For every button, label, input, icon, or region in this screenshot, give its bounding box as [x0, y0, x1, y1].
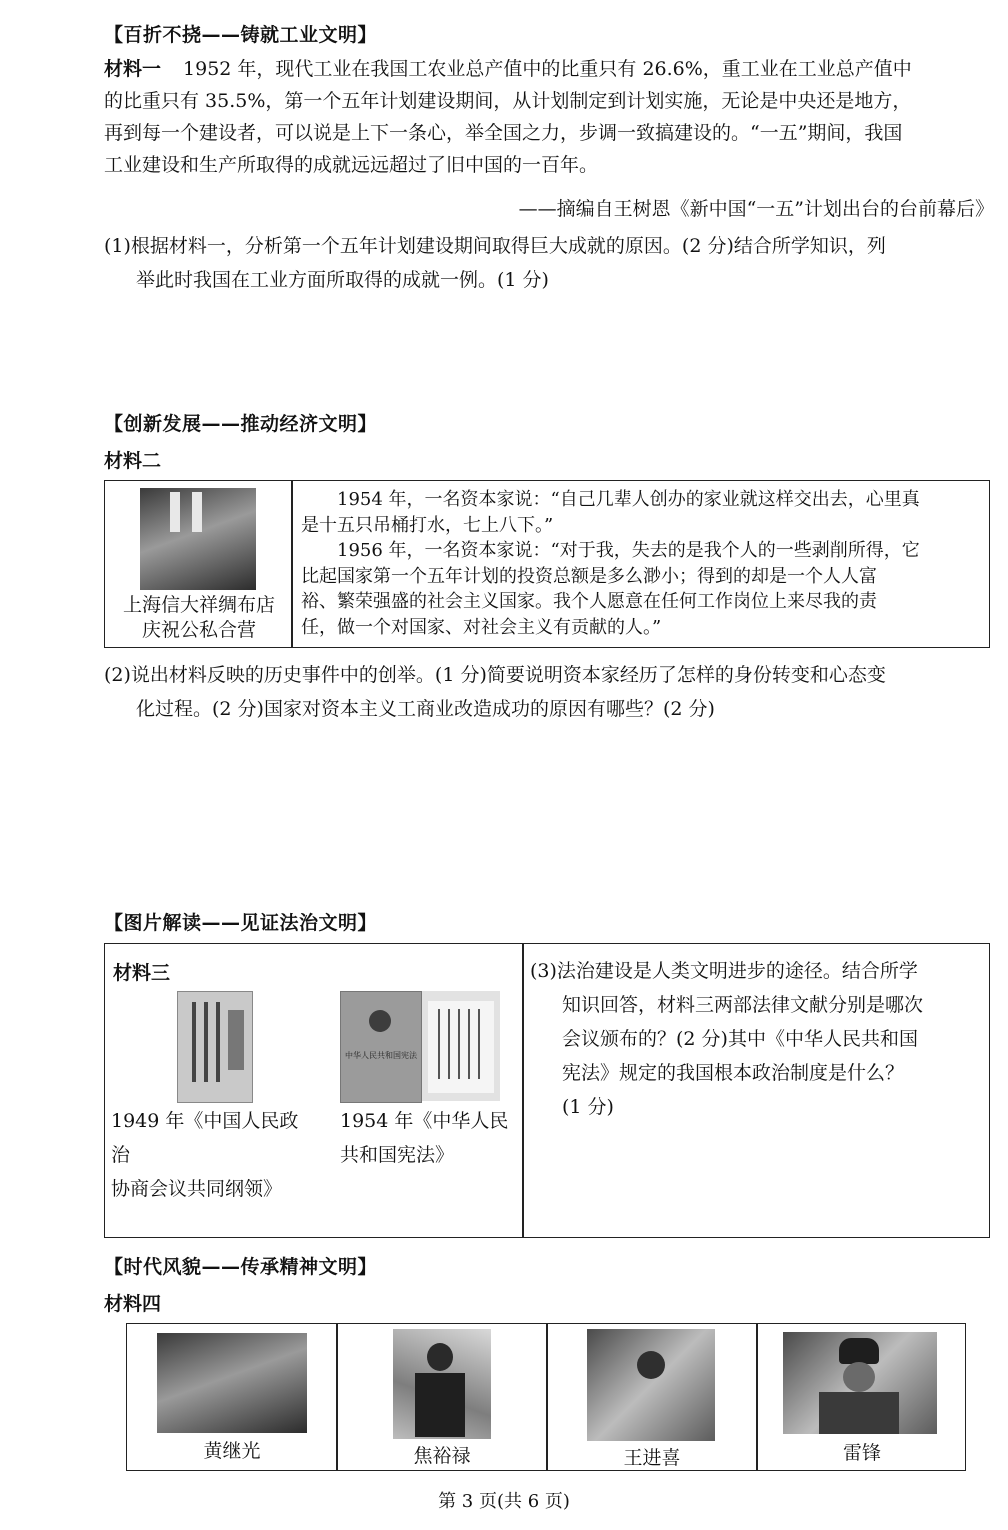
- material-one: [104, 53, 994, 181]
- quote-line: 是十五只吊桶打水，七上八下。”: [301, 514, 554, 536]
- doc2-caption-line: 1954 年《中华人民: [340, 1110, 509, 1132]
- question-2-line: 化过程。(2 分)国家对资本主义工商业改造成功的原因有哪些？(2 分): [136, 698, 715, 720]
- question-3-line: 知识回答，材料三两部法律文献分别是哪次: [562, 994, 924, 1016]
- national-emblem-icon: [369, 1010, 391, 1032]
- capitalist-quotes: [301, 487, 985, 640]
- portrait-body: [415, 1373, 465, 1437]
- section-title-spirit: 【时代风貌——传承精神文明】: [104, 1256, 378, 1278]
- portrait-body: [819, 1392, 899, 1434]
- question-3-line: (3)法治建设是人类文明进步的途径。结合所学: [530, 960, 918, 982]
- material-four-label: 材料四: [104, 1293, 162, 1315]
- question-1-line: 举此时我国在工业方面所取得的成就一例。(1 分): [136, 269, 549, 291]
- material-two-label: 材料二: [104, 450, 162, 472]
- question-1-line: (1)根据材料一，分析第一个五年计划建设期间取得巨大成就的原因。(2 分)结合所学知识，列: [104, 235, 886, 257]
- doc-text-stroke: [468, 1009, 470, 1079]
- material-two-table: [104, 480, 990, 648]
- section-title-law: 【图片解读——见证法治文明】: [104, 912, 378, 934]
- doc1-caption-line: 1949 年《中国人民政治: [111, 1110, 299, 1166]
- photo-caption-line: 庆祝公私合营: [141, 619, 256, 641]
- question-2: [104, 658, 994, 726]
- material-one-line: 的比重只有 35.5%，第一个五年计划建设期间，从计划制定到计划实施，无论是中央还是地方，: [104, 90, 912, 112]
- common-program-document-image: [177, 991, 253, 1103]
- question-3: [530, 954, 980, 1124]
- person-name: 王进喜: [623, 1447, 681, 1469]
- material-three-label: 材料三: [113, 962, 171, 984]
- question-2-line: (2)说出材料反映的历史事件中的创举。(1 分)简要说明资本家经历了怎样的身份转变和心态变: [104, 664, 886, 686]
- person-name: 雷锋: [842, 1442, 881, 1464]
- huang-jiguang-photo: [157, 1333, 307, 1433]
- quote-line: 1954 年，一名资本家说：“自己几辈人创办的家业就这样交出去，心里真: [337, 489, 920, 510]
- doc-text-stroke: [448, 1009, 450, 1079]
- doc-text-stroke: [458, 1009, 460, 1079]
- doc2-caption: [340, 1104, 520, 1172]
- doc1-caption: [111, 1104, 311, 1206]
- question-3-line: 宪法》规定的我国根本政治制度是什么？: [562, 1062, 905, 1084]
- material-one-source: ——摘编自王树恩《新中国“一五”计划出台的台前幕后》: [518, 198, 994, 220]
- portrait-head: [843, 1362, 875, 1392]
- quote-line: 1956 年，一名资本家说：“对于我，失去的是我个人的一些剥削所得，它: [337, 540, 920, 561]
- wang-jinxi-photo: [587, 1329, 715, 1441]
- doc-text-stroke: [478, 1009, 480, 1079]
- constitution-cover-title: 中华人民共和国宪法: [345, 1051, 417, 1060]
- quote-line: 任，做一个对国家、对社会主义有贡献的人。”: [301, 616, 662, 638]
- photo-caption: [109, 593, 289, 643]
- jiao-yulu-photo: [393, 1329, 491, 1439]
- material-one-line: 1952 年，现代工业在我国工农业总产值中的比重只有 26.6%，重工业在工业总产值中: [183, 58, 912, 80]
- lei-feng-photo: [783, 1332, 937, 1434]
- constitution-image: [340, 991, 500, 1101]
- quote-line: 裕、繁荣强盛的社会主义国家。我个人愿意在任何工作岗位上来尽我的责: [301, 591, 877, 612]
- portrait-head: [637, 1351, 665, 1379]
- person-name: 焦裕禄: [413, 1445, 471, 1467]
- material-three-table: [104, 943, 990, 1238]
- doc-text-stroke: [438, 1009, 440, 1079]
- doc2-caption-line: 共和国宪法》: [340, 1144, 455, 1166]
- person-name: 黄继光: [203, 1440, 261, 1462]
- banner-icon: [192, 492, 202, 532]
- question-3-line: (1 分): [562, 1096, 614, 1118]
- material-four-table: [126, 1323, 966, 1471]
- table-divider: [291, 481, 293, 647]
- photo-caption-line: 上海信大祥绸布店: [122, 594, 275, 616]
- doc-text-stroke: [192, 1002, 196, 1082]
- question-1: [104, 229, 994, 297]
- doc-text-stroke: [204, 1002, 208, 1082]
- gongsi-heying-photo: [140, 488, 256, 590]
- fur-hat: [839, 1338, 879, 1364]
- portrait-head: [427, 1343, 453, 1371]
- banner-icon: [170, 492, 180, 532]
- section-title-industry: 【百折不挠——铸就工业文明】: [104, 24, 378, 46]
- doc1-caption-line: 协商会议共同纲领》: [111, 1178, 283, 1200]
- doc-stamp: [228, 1010, 244, 1070]
- doc-text-stroke: [216, 1002, 220, 1082]
- section-title-economy: 【创新发展——推动经济文明】: [104, 413, 378, 435]
- material-one-line: 工业建设和生产所取得的成就远远超过了旧中国的一百年。: [104, 154, 599, 176]
- material-one-label: 材料一: [104, 58, 162, 80]
- constitution-cover: [340, 991, 422, 1103]
- question-3-line: 会议颁布的？(2 分)其中《中华人民共和国: [562, 1028, 918, 1050]
- page-number: 第 3 页(共 6 页): [438, 1491, 570, 1512]
- quote-line: 比起国家第一个五年计划的投资总额是多么渺小；得到的却是一个人人富: [301, 565, 877, 587]
- material-one-line: 再到每一个建设者，可以说是上下一条心，举全国之力，步调一致搞建设的。“一五”期间，我国: [104, 122, 903, 144]
- constitution-page: [428, 1001, 494, 1093]
- table-divider: [522, 944, 524, 1237]
